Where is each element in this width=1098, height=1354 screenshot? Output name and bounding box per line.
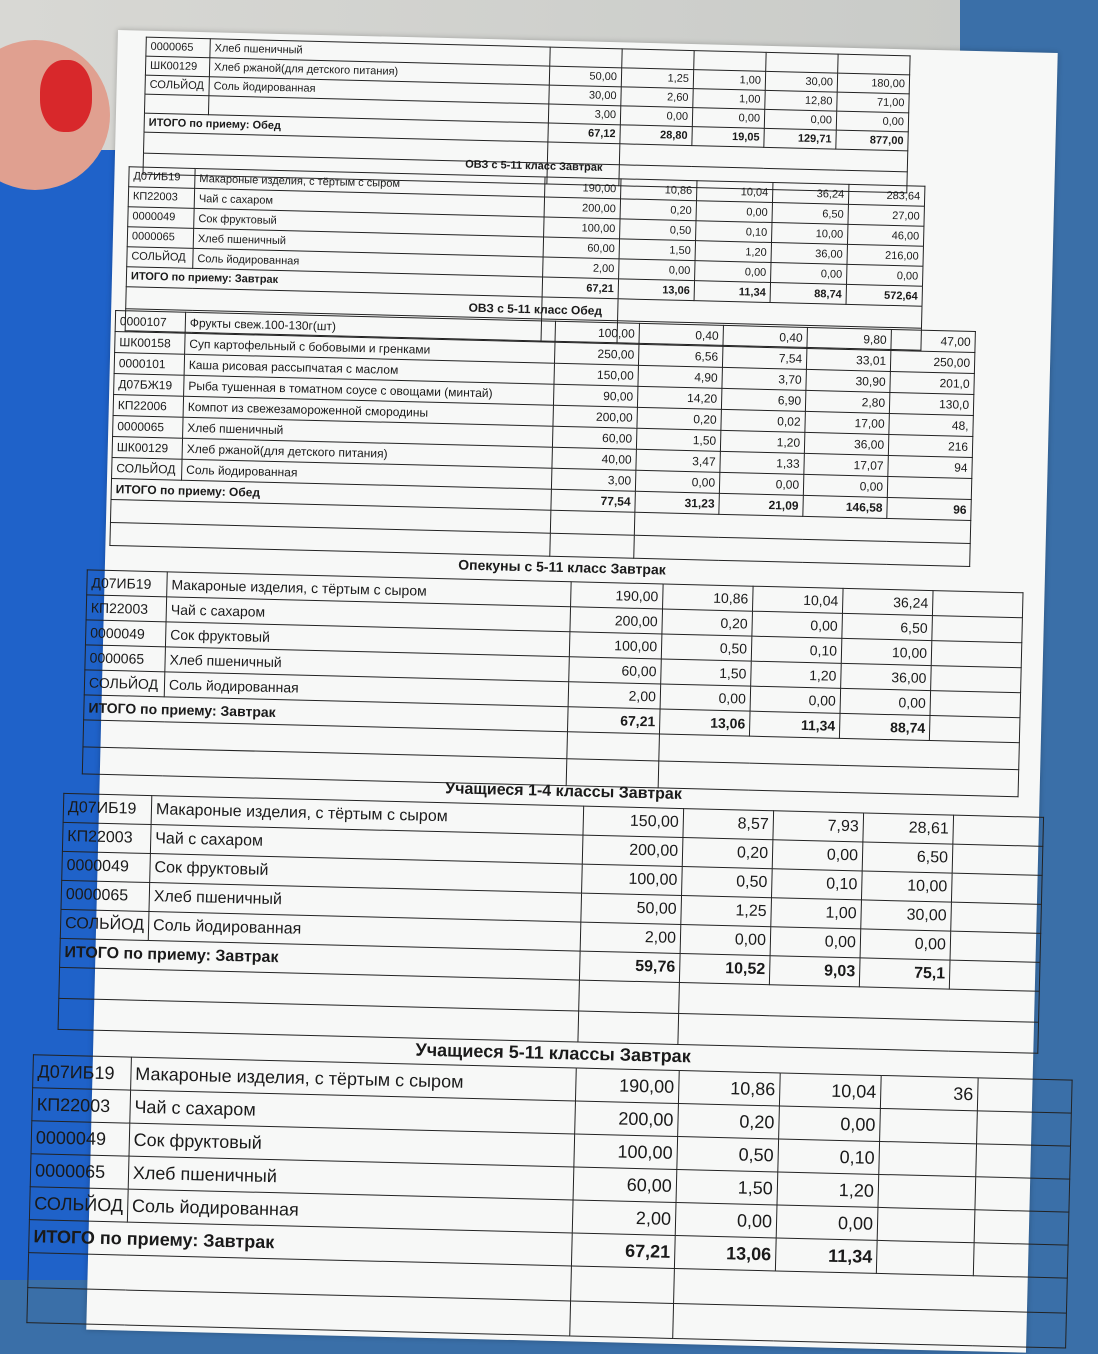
blank-cell [570, 1301, 673, 1338]
value-cell: 10,04 [752, 586, 843, 613]
total-value: 96 [887, 497, 971, 520]
dish-name: Хлеб пшеничный [165, 647, 569, 682]
total-label: ИТОГО по приему: Обед [144, 113, 548, 142]
total-value: 11,34 [749, 711, 840, 738]
value-cell: 180,00 [837, 73, 909, 94]
total-label: ИТОГО по приему: Завтрак [60, 938, 581, 980]
value-cell: 1,50 [619, 239, 695, 261]
total-value: 67,21 [542, 277, 618, 299]
value-cell: 10,00 [841, 638, 932, 665]
value-cell: 0,20 [678, 1104, 780, 1139]
value-cell: 36 [880, 1075, 978, 1110]
value-cell: 30,90 [806, 369, 890, 392]
value-cell [766, 52, 838, 73]
value-cell: 100,00 [574, 1134, 677, 1169]
value-cell: 0,10 [751, 636, 842, 663]
total-label: ИТОГО по приему: Завтрак [126, 267, 542, 297]
item-code: 0000065 [85, 645, 166, 672]
value-cell: 1,20 [751, 661, 842, 688]
menu-table [58, 793, 1044, 1054]
item-code: 0000107 [115, 311, 185, 334]
value-cell: 6,50 [862, 842, 953, 873]
dish-name: Сок фруктовый [194, 208, 544, 237]
value-cell [931, 666, 1022, 693]
dish-name: Каша рисовая рассыпчатая с маслом [184, 354, 554, 384]
value-cell: 0,50 [661, 634, 752, 661]
dish-name: Макароные изделия, с тёртым с сыром [167, 572, 571, 607]
item-code: 0000049 [128, 207, 194, 229]
value-cell: 10,00 [772, 223, 848, 245]
total-label: ИТОГО по приему: Обед [111, 478, 551, 510]
value-cell: 1,20 [720, 430, 804, 453]
value-cell: 40,00 [552, 447, 636, 470]
value-cell: 0,10 [778, 1139, 880, 1174]
dish-name: Соль йодированная [148, 912, 581, 952]
value-cell: 0,50 [677, 1137, 779, 1172]
dish-name: Хлеб пшеничный [210, 39, 550, 66]
value-cell: 200,00 [553, 405, 637, 428]
value-cell: 0,00 [779, 1106, 881, 1141]
value-cell: 50,00 [549, 66, 621, 87]
value-cell: 250,00 [890, 350, 974, 373]
value-cell: 47,00 [891, 329, 975, 352]
total-value: 31,23 [635, 491, 719, 514]
value-cell [877, 1207, 975, 1242]
dish-name: Хлеб пшеничный [149, 883, 582, 923]
value-cell: 150,00 [554, 363, 638, 386]
value-cell: 10,00 [861, 871, 952, 902]
value-cell: 0,00 [847, 264, 923, 286]
total-value [973, 1243, 1068, 1278]
value-cell: 0,00 [771, 263, 847, 285]
value-cell: 0,50 [682, 867, 773, 898]
dish-name: Чай с сахаром [130, 1090, 576, 1134]
item-code: Д07ИБ19 [87, 570, 168, 597]
total-value: 75,1 [859, 958, 950, 989]
dish-name: Хлеб пшеничный [193, 228, 543, 257]
value-cell: 1,20 [695, 241, 771, 263]
value-cell: 36,00 [804, 432, 888, 455]
dish-name: Соль йодированная [182, 459, 552, 489]
value-cell: 0,40 [723, 325, 807, 348]
value-cell: 1,20 [777, 1172, 879, 1207]
value-cell: 4,90 [638, 365, 722, 388]
dish-name: Сок фруктовый [150, 854, 583, 894]
value-cell [977, 1078, 1072, 1113]
dish-name: Макароные изделия, с тёртым с сыром [151, 796, 584, 836]
value-cell: 60,00 [552, 426, 636, 449]
total-label: ИТОГО по приему: Завтрак [84, 695, 568, 732]
value-cell [550, 47, 622, 68]
total-value: 13,06 [674, 1235, 776, 1270]
dish-name: Макароные изделия, с тёртым с сыром [130, 1057, 576, 1101]
value-cell: 90,00 [553, 384, 637, 407]
value-cell: 27,00 [848, 204, 924, 226]
value-cell: 190,00 [576, 1068, 679, 1103]
total-value: 67,21 [572, 1233, 675, 1268]
section-ovz-lunch [109, 292, 976, 567]
value-cell: 36,00 [841, 663, 932, 690]
value-cell: 36,00 [771, 243, 847, 265]
menu-table [82, 569, 1024, 797]
value-cell: 0,20 [682, 838, 773, 869]
value-cell [975, 1177, 1070, 1212]
total-value: 13,06 [659, 709, 750, 736]
total-value: 572,64 [846, 284, 922, 306]
dish-name: Сок фруктовый [129, 1123, 575, 1167]
dish-name: Соль йодированная [164, 672, 568, 707]
value-cell: 0,00 [675, 1202, 777, 1237]
value-cell: 0,00 [752, 611, 843, 638]
value-cell: 1,50 [676, 1169, 778, 1204]
dish-name: Чай с сахаром [194, 188, 544, 217]
menu-table [109, 310, 976, 567]
value-cell: 0,20 [637, 407, 721, 430]
value-cell: 2,00 [568, 682, 661, 709]
total-value: 88,74 [839, 713, 930, 740]
value-cell: 0,02 [721, 409, 805, 432]
item-code: Д07БЖ19 [114, 374, 184, 397]
value-cell: 100,00 [544, 217, 620, 239]
value-cell: 1,00 [693, 70, 765, 91]
dish-name: Чай с сахаром [166, 597, 570, 632]
total-value: 67,12 [548, 123, 620, 144]
value-cell: 0,10 [771, 869, 862, 900]
dish-name: Фрукты свеж.100-130г(шт) [185, 312, 555, 342]
section-title: Учащиеся 5-11 классы Завтрак [415, 1039, 691, 1067]
dish-name: Хлеб пшеничный [128, 1156, 574, 1200]
value-cell: 30,00 [549, 85, 621, 106]
total-value: 11,34 [694, 281, 770, 303]
total-value: 77,54 [551, 489, 635, 512]
value-cell: 8,57 [683, 809, 774, 840]
value-cell: 30,00 [861, 900, 952, 931]
value-cell: 150,00 [583, 806, 684, 837]
value-cell: 10,86 [678, 1071, 780, 1106]
item-code: 0000065 [113, 415, 183, 438]
value-cell: 0,00 [680, 925, 771, 956]
value-cell [930, 691, 1021, 718]
blank-cell [578, 1011, 679, 1044]
value-cell [952, 844, 1043, 875]
value-cell: 7,54 [722, 346, 806, 369]
value-cell: 0,00 [860, 929, 951, 960]
value-cell: 60,00 [543, 237, 619, 259]
value-cell: 190,00 [571, 582, 664, 609]
value-cell: 100,00 [569, 632, 662, 659]
total-value: 59,76 [579, 951, 680, 982]
value-cell: 6,56 [638, 344, 722, 367]
value-cell [931, 641, 1022, 668]
dish-name: Соль йодированная [193, 248, 543, 277]
item-code: СОЛЬЙОД [60, 909, 149, 940]
dish-name: Рыба тушенная в томатном соусе с овощами (минтай) [184, 375, 554, 405]
total-value: 13,06 [618, 279, 694, 301]
item-code: 0000049 [85, 620, 166, 647]
item-code: 0000101 [114, 353, 184, 376]
item-code: Д07ИБ19 [129, 167, 195, 189]
item-code: КП22003 [32, 1088, 131, 1123]
dish-name: Соль йодированная [127, 1189, 573, 1233]
value-cell: 216 [888, 434, 972, 457]
item-code: СОЛЬЙОД [84, 670, 165, 697]
value-cell: 100,00 [582, 864, 683, 895]
value-cell: 0,00 [770, 927, 861, 958]
item-code: СОЛЬЙОД [29, 1187, 128, 1222]
section-title: ОВЗ с 5-11 класс Завтрак [464, 158, 603, 174]
value-cell [880, 1108, 978, 1143]
value-cell: 130,0 [889, 392, 973, 415]
value-cell [932, 616, 1023, 643]
value-cell: 1,00 [693, 89, 765, 110]
total-value: 88,74 [770, 283, 846, 305]
fingernail [40, 60, 92, 132]
value-cell: 3,47 [636, 449, 720, 472]
value-cell: 0,20 [662, 609, 753, 636]
total-value: 11,34 [775, 1238, 877, 1273]
value-cell: 201,0 [890, 371, 974, 394]
value-cell: 9,80 [807, 327, 891, 350]
value-cell: 0,20 [620, 199, 696, 221]
value-cell: 283,64 [848, 184, 924, 206]
value-cell: 2,80 [805, 390, 889, 413]
total-value: 10,52 [679, 954, 770, 985]
dish-name: Чай с сахаром [150, 825, 583, 865]
total-value: 877,00 [836, 130, 908, 151]
value-cell: 7,93 [773, 811, 864, 842]
item-code [144, 94, 208, 115]
dish-name: Хлеб ржаной(для детского питания) [209, 58, 549, 85]
value-cell: 0,50 [620, 219, 696, 241]
value-cell: 0,10 [696, 221, 772, 243]
item-code: СОЛЬЙОД [145, 75, 209, 96]
item-code: ШК00129 [112, 436, 182, 459]
section-title: Учащиеся 1-4 классы Завтрак [445, 780, 683, 804]
total-value [929, 716, 1020, 743]
value-cell: 3,00 [551, 468, 635, 491]
section-title: Опекуны с 5-11 класс Завтрак [458, 556, 666, 578]
value-cell: 94 [888, 455, 972, 478]
value-cell [879, 1141, 977, 1176]
item-code: 0000065 [30, 1154, 129, 1189]
value-cell: 36,24 [772, 183, 848, 205]
item-code: 0000049 [62, 851, 151, 882]
value-cell [953, 815, 1044, 846]
value-cell: 30,00 [765, 71, 837, 92]
item-code: КП22006 [113, 395, 183, 418]
section-title: ОВЗ с 5-11 класс Обед [468, 300, 603, 318]
value-cell: 36,24 [842, 588, 933, 615]
value-cell: 0,00 [692, 108, 764, 129]
item-code: Д07ИБ19 [63, 793, 152, 824]
value-cell: 10,04 [779, 1073, 881, 1108]
value-cell: 2,60 [621, 87, 693, 108]
dish-name: Макароные изделия, с тёртым с сыром [195, 168, 545, 197]
value-cell: 200,00 [570, 607, 663, 634]
value-cell [950, 931, 1041, 962]
value-cell: 28,61 [863, 813, 954, 844]
value-cell: 0,00 [836, 111, 908, 132]
value-cell [974, 1210, 1069, 1245]
value-cell: 100,00 [555, 321, 639, 344]
blank-cell [567, 732, 660, 761]
value-cell: 0,00 [695, 261, 771, 283]
value-cell: 0,00 [660, 684, 751, 711]
total-value: 129,71 [764, 128, 836, 149]
value-cell: 10,86 [663, 584, 754, 611]
value-cell: 250,00 [554, 342, 638, 365]
item-code: 0000065 [127, 227, 193, 249]
value-cell: 3,70 [722, 367, 806, 390]
value-cell [887, 476, 971, 499]
dish-name: Суп картофельный с бобовыми и гренками [185, 333, 555, 363]
dish-name: Хлеб ржаной(для детского питания) [182, 438, 552, 468]
total-value: 19,05 [692, 127, 764, 148]
value-cell: 1,25 [621, 68, 693, 89]
value-cell [838, 54, 910, 75]
total-value: 67,21 [567, 707, 660, 734]
item-code: 0000065 [61, 880, 150, 911]
value-cell: 0,00 [696, 201, 772, 223]
value-cell: 10,04 [697, 181, 773, 203]
value-cell: 200,00 [582, 835, 683, 866]
value-cell: 46,00 [847, 224, 923, 246]
value-cell: 190,00 [545, 177, 621, 199]
value-cell: 48, [889, 413, 973, 436]
item-code: 0000065 [146, 37, 210, 58]
value-cell: 0,00 [635, 470, 719, 493]
item-code: ШК00158 [115, 332, 185, 355]
value-cell [694, 51, 766, 72]
blank-cell [571, 1266, 674, 1303]
value-cell: 33,01 [806, 348, 890, 371]
value-cell: 0,00 [619, 259, 695, 281]
value-cell: 0,00 [750, 686, 841, 713]
value-cell: 0,00 [772, 840, 863, 871]
value-cell: 0,00 [719, 472, 803, 495]
value-cell [977, 1111, 1072, 1146]
item-code: КП22003 [86, 595, 167, 622]
value-cell [951, 902, 1042, 933]
dish-name: Соль йодированная [209, 77, 549, 104]
item-code: Д07ИБ19 [33, 1055, 132, 1090]
blank-cell [550, 533, 635, 558]
value-cell: 0,00 [803, 474, 887, 497]
value-cell: 6,50 [842, 613, 933, 640]
value-cell: 1,50 [661, 659, 752, 686]
value-cell [878, 1174, 976, 1209]
value-cell: 60,00 [569, 657, 662, 684]
total-value: 9,03 [769, 956, 860, 987]
dish-name: Хлеб пшеничный [183, 417, 553, 447]
value-cell: 6,50 [772, 203, 848, 225]
value-cell: 2,00 [572, 1200, 675, 1235]
item-code: КП22003 [128, 187, 194, 209]
value-cell: 3,00 [548, 104, 620, 125]
value-cell: 60,00 [573, 1167, 676, 1202]
value-cell: 0,00 [620, 106, 692, 127]
item-code: ШК00129 [145, 56, 209, 77]
item-code: СОЛЬЙОД [127, 247, 193, 269]
section-grades-5-11-breakfast [26, 1030, 1073, 1348]
item-code: СОЛЬЙОД [112, 457, 182, 480]
menu-table [26, 1054, 1072, 1348]
value-cell: 10,86 [621, 179, 697, 201]
value-cell: 1,50 [636, 428, 720, 451]
total-value: 21,09 [719, 493, 803, 516]
value-cell: 12,80 [765, 90, 837, 111]
value-cell: 14,20 [637, 386, 721, 409]
total-value: 28,80 [620, 125, 692, 146]
section-guardians-breakfast [82, 547, 1037, 797]
total-value: 146,58 [803, 495, 887, 518]
value-cell [976, 1144, 1071, 1179]
value-cell [951, 873, 1042, 904]
value-cell: 200,00 [575, 1101, 678, 1136]
total-label: ИТОГО по приему: Завтрак [29, 1220, 573, 1266]
value-cell: 17,07 [804, 453, 888, 476]
item-code: 0000049 [31, 1121, 130, 1156]
value-cell [932, 591, 1023, 618]
total-value [876, 1240, 974, 1275]
value-cell: 6,90 [721, 388, 805, 411]
menu-sheet [33, 30, 1057, 1353]
value-cell: 0,00 [840, 688, 931, 715]
item-code: КП22003 [62, 822, 151, 853]
value-cell: 1,33 [720, 451, 804, 474]
dish-name: Компот из свежезамороженной смородины [183, 396, 553, 426]
value-cell: 2,00 [580, 922, 681, 953]
section-grades-1-4-breakfast [58, 771, 1064, 1054]
value-cell: 1,25 [681, 896, 772, 927]
value-cell: 50,00 [581, 893, 682, 924]
value-cell: 216,00 [847, 244, 923, 266]
value-cell: 1,00 [771, 898, 862, 929]
value-cell: 71,00 [837, 92, 909, 113]
total-value [949, 960, 1040, 991]
value-cell: 0,40 [639, 323, 723, 346]
blank-cell [550, 510, 635, 535]
blank-cell [579, 980, 680, 1013]
value-cell: 2,00 [543, 257, 619, 279]
value-cell: 200,00 [544, 197, 620, 219]
value-cell: 0,00 [764, 109, 836, 130]
value-cell: 0,00 [776, 1205, 878, 1240]
value-cell [622, 49, 694, 70]
dish-name: Сок фруктовый [165, 622, 569, 657]
value-cell: 17,00 [805, 411, 889, 434]
